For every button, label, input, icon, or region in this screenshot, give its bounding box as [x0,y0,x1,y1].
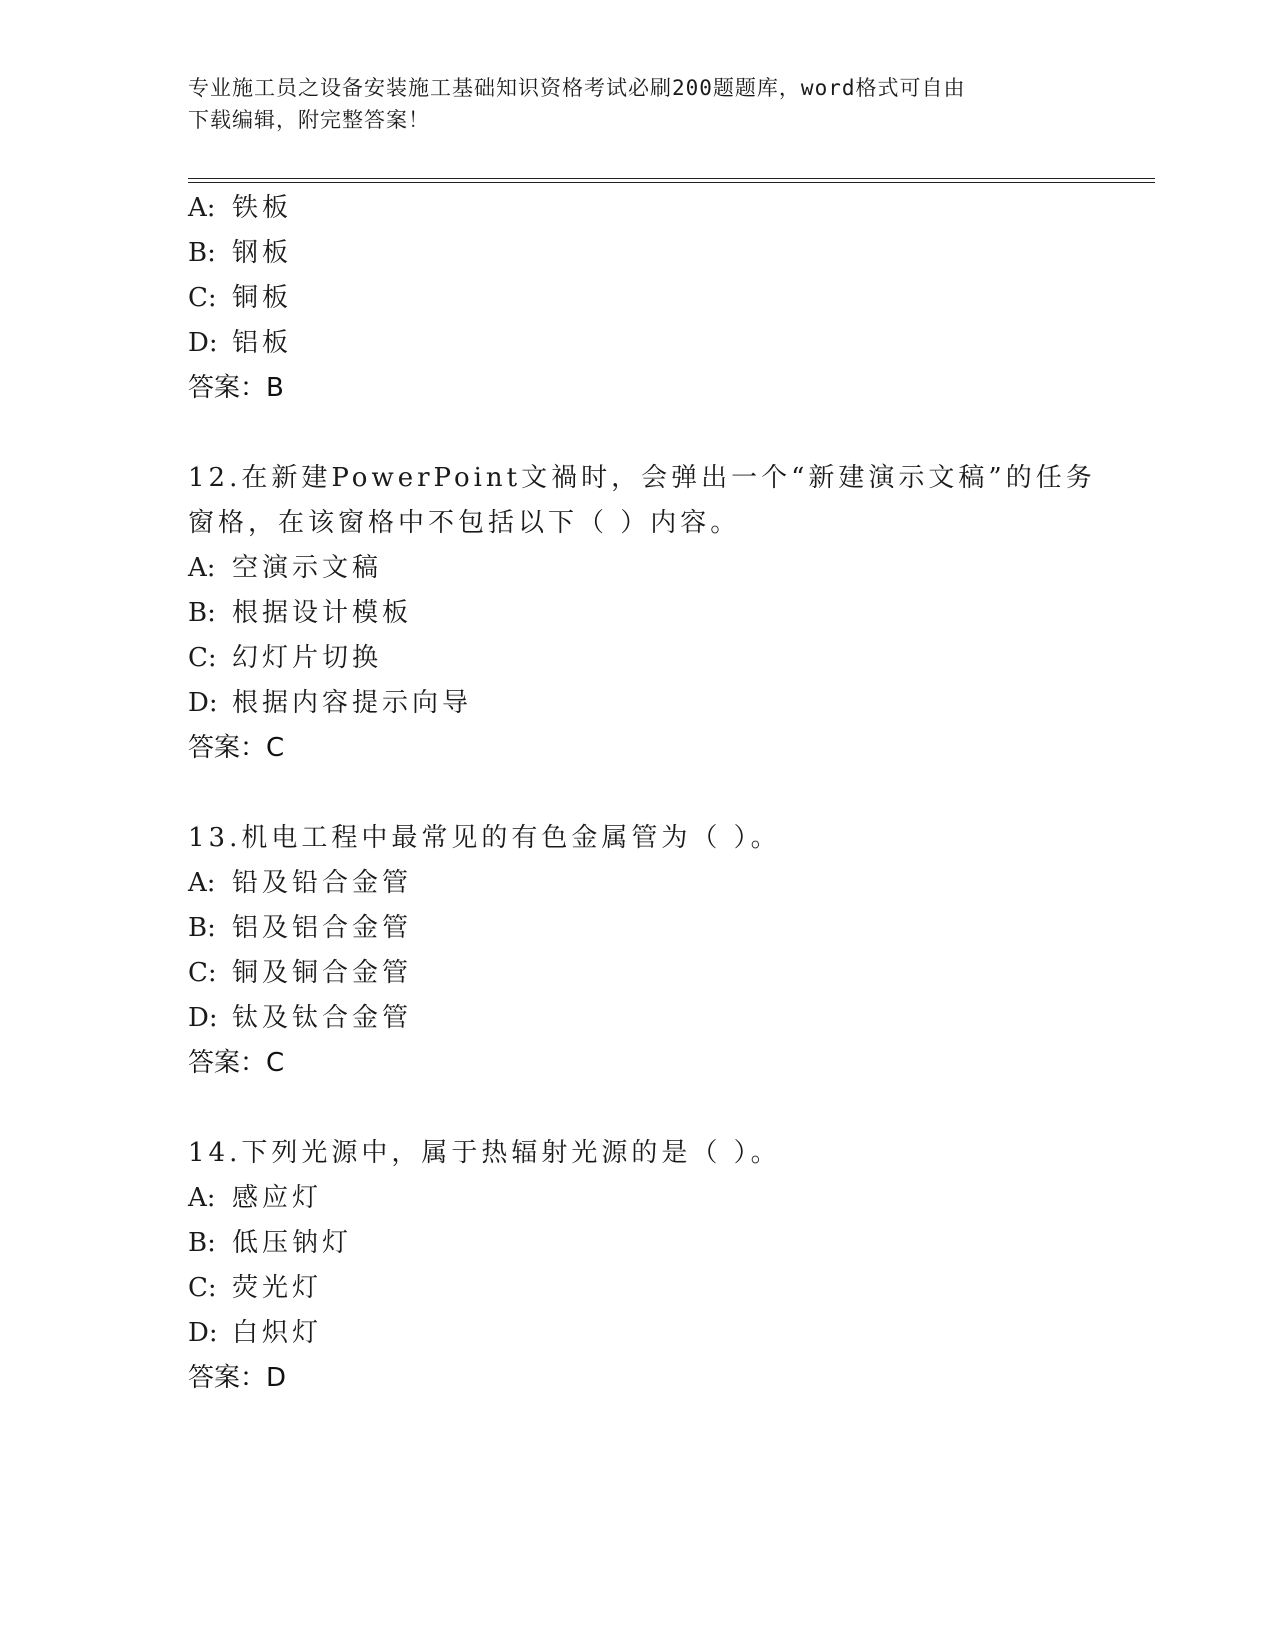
q11-answer: 答案：B [188,373,284,403]
option-label: B: [188,598,216,628]
option-label: A: [188,868,216,898]
q14-option-b [188,1226,352,1260]
option-text: 白炽灯 [232,1318,323,1348]
q14-stem-line-1: 14.下列光源中，属于热辐射光源的是（ ）。 [188,1138,781,1168]
option-label: C: [188,283,217,313]
option-label: B: [188,913,216,943]
option-label: B: [188,238,216,268]
option-text: 幻灯片切换 [232,643,383,673]
q13-option-c [188,956,412,990]
option-text: 铜及铜合金管 [232,958,413,988]
option-text: 铝板 [232,328,293,358]
option-text: 钢板 [232,238,293,268]
option-text: 铝及铝合金管 [232,913,413,943]
q13-answer: 答案：C [188,1048,285,1078]
option-label: C: [188,643,217,673]
option-text: 铅及铅合金管 [232,868,413,898]
option-text: 空演示文稿 [232,553,383,583]
option-label: D: [188,1003,218,1033]
q14-option-d [188,1316,322,1350]
q13-option-d [188,1001,412,1035]
option-label: A: [188,193,216,223]
q11-option-d [188,326,292,360]
q14-answer: 答案：D [188,1363,287,1393]
option-label: B: [188,1228,216,1258]
option-text: 荧光灯 [232,1273,323,1303]
option-label: C: [188,1273,217,1303]
option-text: 钛及钛合金管 [232,1003,413,1033]
option-label: D: [188,688,218,718]
q13-option-b [188,911,412,945]
option-text: 根据内容提示向导 [232,688,473,718]
option-label: D: [188,328,218,358]
header-divider-top [188,178,1155,179]
option-text: 铁板 [232,193,293,223]
q11-option-c [188,281,292,315]
option-text: 根据设计模板 [232,598,413,628]
q13-option-a [188,866,412,900]
q12-option-a [188,551,382,585]
q12-answer: 答案：C [188,733,285,763]
q13-stem-line-1: 13.机电工程中最常见的有色金属管为（ ）。 [188,823,781,853]
option-text: 感应灯 [232,1183,323,1213]
q12-option-c [188,641,382,675]
option-label: A: [188,1183,216,1213]
q12-option-b [188,596,412,630]
option-label: D: [188,1318,218,1348]
document-header [188,72,1088,136]
header-divider-bottom [188,182,1155,183]
header-line-1: 专业施工员之设备安装施工基础知识资格考试必刷200题题库，word格式可自由 [188,76,966,100]
option-label: C: [188,958,217,988]
q14-option-a [188,1181,322,1215]
q12-option-d [188,686,472,720]
q12-stem-line-2: 窗格，在该窗格中不包括以下（ ）内容。 [188,508,741,538]
q11-option-b [188,236,292,270]
q14-option-c [188,1271,322,1305]
header-line-2: 下载编辑，附完整答案！ [188,108,430,132]
q12-stem-line-1: 12.在新建PowerPoint文禍时，会弹出一个“新建演示文稿”的任务 [188,463,1096,493]
option-text: 铜板 [232,283,293,313]
option-text: 低压钠灯 [232,1228,353,1258]
option-label: A: [188,553,216,583]
q11-option-a [188,191,292,225]
